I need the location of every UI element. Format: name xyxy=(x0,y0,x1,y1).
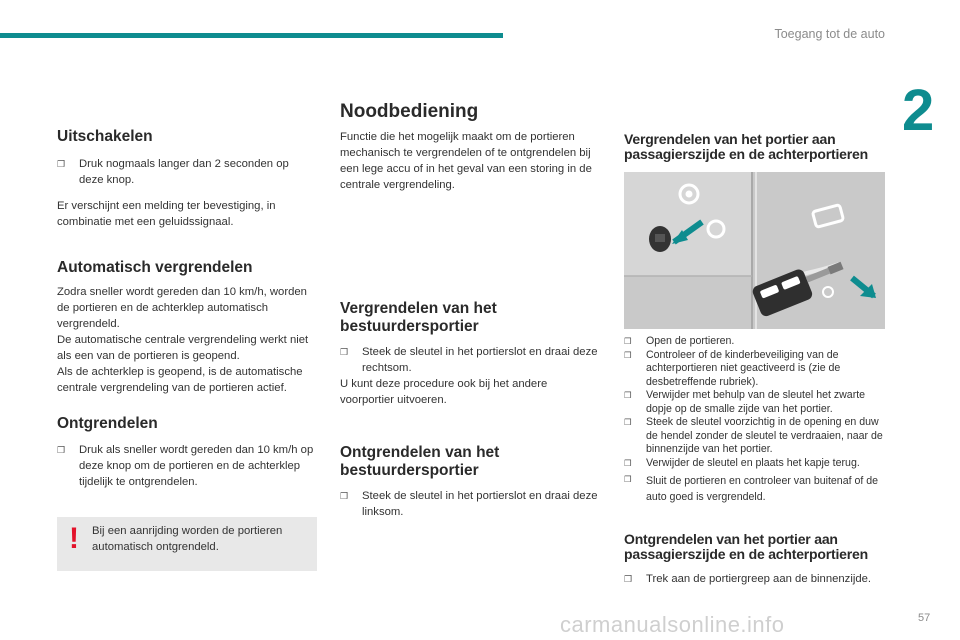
paragraph: Als de achterklep is geopend, is de automatische centrale vergrendeling van de portieren actief. xyxy=(57,365,303,394)
heading-uitschakelen: Uitschakelen xyxy=(57,128,153,145)
middle-column xyxy=(340,101,605,193)
right-vergrendelen-steps xyxy=(624,335,889,505)
right-ontgrendelen xyxy=(624,532,894,587)
bullet-item: ❒ Steek de sleutel in het portierslot en draai deze rechtsom. xyxy=(340,345,598,374)
warning-box xyxy=(57,517,317,571)
box-bullet-icon: ❒ xyxy=(340,490,349,501)
door-lock-illustration xyxy=(624,172,885,329)
list-item: ❒ Verwijder de sleutel en plaats het kapje terug. xyxy=(624,456,860,469)
door-lock-illustration-svg xyxy=(624,172,885,329)
bullet-item: ❒ Druk nogmaals langer dan 2 seconden op deze knop. xyxy=(57,157,289,186)
list-item: ❒ Open de portieren. xyxy=(624,335,735,347)
heading-noodbediening: Noodbediening xyxy=(340,101,479,122)
middle-vergrendelen xyxy=(340,300,602,408)
box-bullet-icon: ❒ xyxy=(624,573,633,584)
chapter-number: 2 xyxy=(902,78,935,143)
header-accent-bar xyxy=(0,33,503,38)
right-vergrendelen-heading xyxy=(624,132,889,163)
page-number: 57 xyxy=(918,612,931,624)
heading-automatisch: Automatisch vergrendelen xyxy=(57,259,253,276)
heading-vergrendelen-passagier: Vergrendelen van het portier aan passagierszijde en de achterportieren xyxy=(624,131,868,163)
list-item: ❒ Controleer of de kinderbeveiliging van de achterportieren niet geactiveerd is (zie de desbetreffende rubriek). xyxy=(624,348,841,388)
box-bullet-icon: ❒ xyxy=(624,457,632,468)
heading-ontgrendelen-passagier: Ontgrendelen van het portier aan passagierszijde en de achterportieren xyxy=(624,531,868,563)
bullet-item: ❒ Druk als sneller wordt gereden dan 10 km/h op deze knop om de portieren en de achterklep tijdelijk te ontgrendelen. xyxy=(57,443,314,488)
paragraph: De automatische centrale vergrendeling werkt niet als een van de portieren is geopend. xyxy=(57,333,309,362)
left-column-automatisch xyxy=(57,259,319,396)
box-bullet-icon: ❒ xyxy=(624,349,632,360)
warning-icon: ! xyxy=(69,522,79,555)
box-bullet-icon: ❒ xyxy=(624,390,632,400)
paragraph: Er verschijnt een melding ter bevestiging, in combinatie met een geluidssignaal. xyxy=(57,199,276,228)
list-item: ❒ Verwijder met behulp van de sleutel het zwarte dopje op de smalle zijde van het portier. xyxy=(624,389,866,415)
warning-text: Bij een aanrijding worden de portieren automatisch ontgrendeld. xyxy=(92,525,283,553)
box-bullet-icon: ❒ xyxy=(57,158,66,169)
heading-ontgrendelen-bestuurder: Ontgrendelen van het bestuurdersportier xyxy=(340,444,500,479)
paragraph: Zodra sneller wordt gereden dan 10 km/h, worden de portieren en de achterklep automatisch vergrendeld. xyxy=(57,285,307,330)
paragraph: U kunt deze procedure ook bij het andere voorportier uitvoeren. xyxy=(340,377,548,406)
left-column xyxy=(57,128,315,230)
middle-ontgrendelen xyxy=(340,444,602,520)
box-bullet-icon: ❒ xyxy=(624,417,632,427)
section-title: Toegang tot de auto xyxy=(774,27,885,41)
left-column-ontgrendelen xyxy=(57,415,315,490)
box-bullet-icon: ❒ xyxy=(624,474,632,484)
bullet-item: ❒ Steek de sleutel in het portierslot en draai deze linksom. xyxy=(340,489,598,518)
box-bullet-icon: ❒ xyxy=(624,336,632,346)
list-item: ❒ Sluit de portieren en controleer van buitenaf of de auto goed is vergrendeld. xyxy=(624,474,879,503)
heading-ontgrendelen: Ontgrendelen xyxy=(57,415,158,432)
bullet-item: ❒ Trek aan de portiergreep aan de binnenzijde. xyxy=(624,572,872,585)
paragraph: Functie die het mogelijk maakt om de portieren mechanisch te vergrendelen of te ontgrendelen bij een lege accu of in het geval van een storing in de centrale vergrendeling. xyxy=(340,131,592,191)
watermark: carmanualsonline.info xyxy=(560,612,785,637)
box-bullet-icon: ❒ xyxy=(57,444,66,455)
box-bullet-icon: ❒ xyxy=(340,346,349,357)
heading-vergrendelen-bestuurder: Vergrendelen van het bestuurdersportier xyxy=(340,300,497,335)
list-item: ❒ Steek de sleutel voorzichtig in de opening en duw de hendel zonder de sleutel te verdraaien, naar de binnenzijde van het portier. xyxy=(624,416,883,455)
